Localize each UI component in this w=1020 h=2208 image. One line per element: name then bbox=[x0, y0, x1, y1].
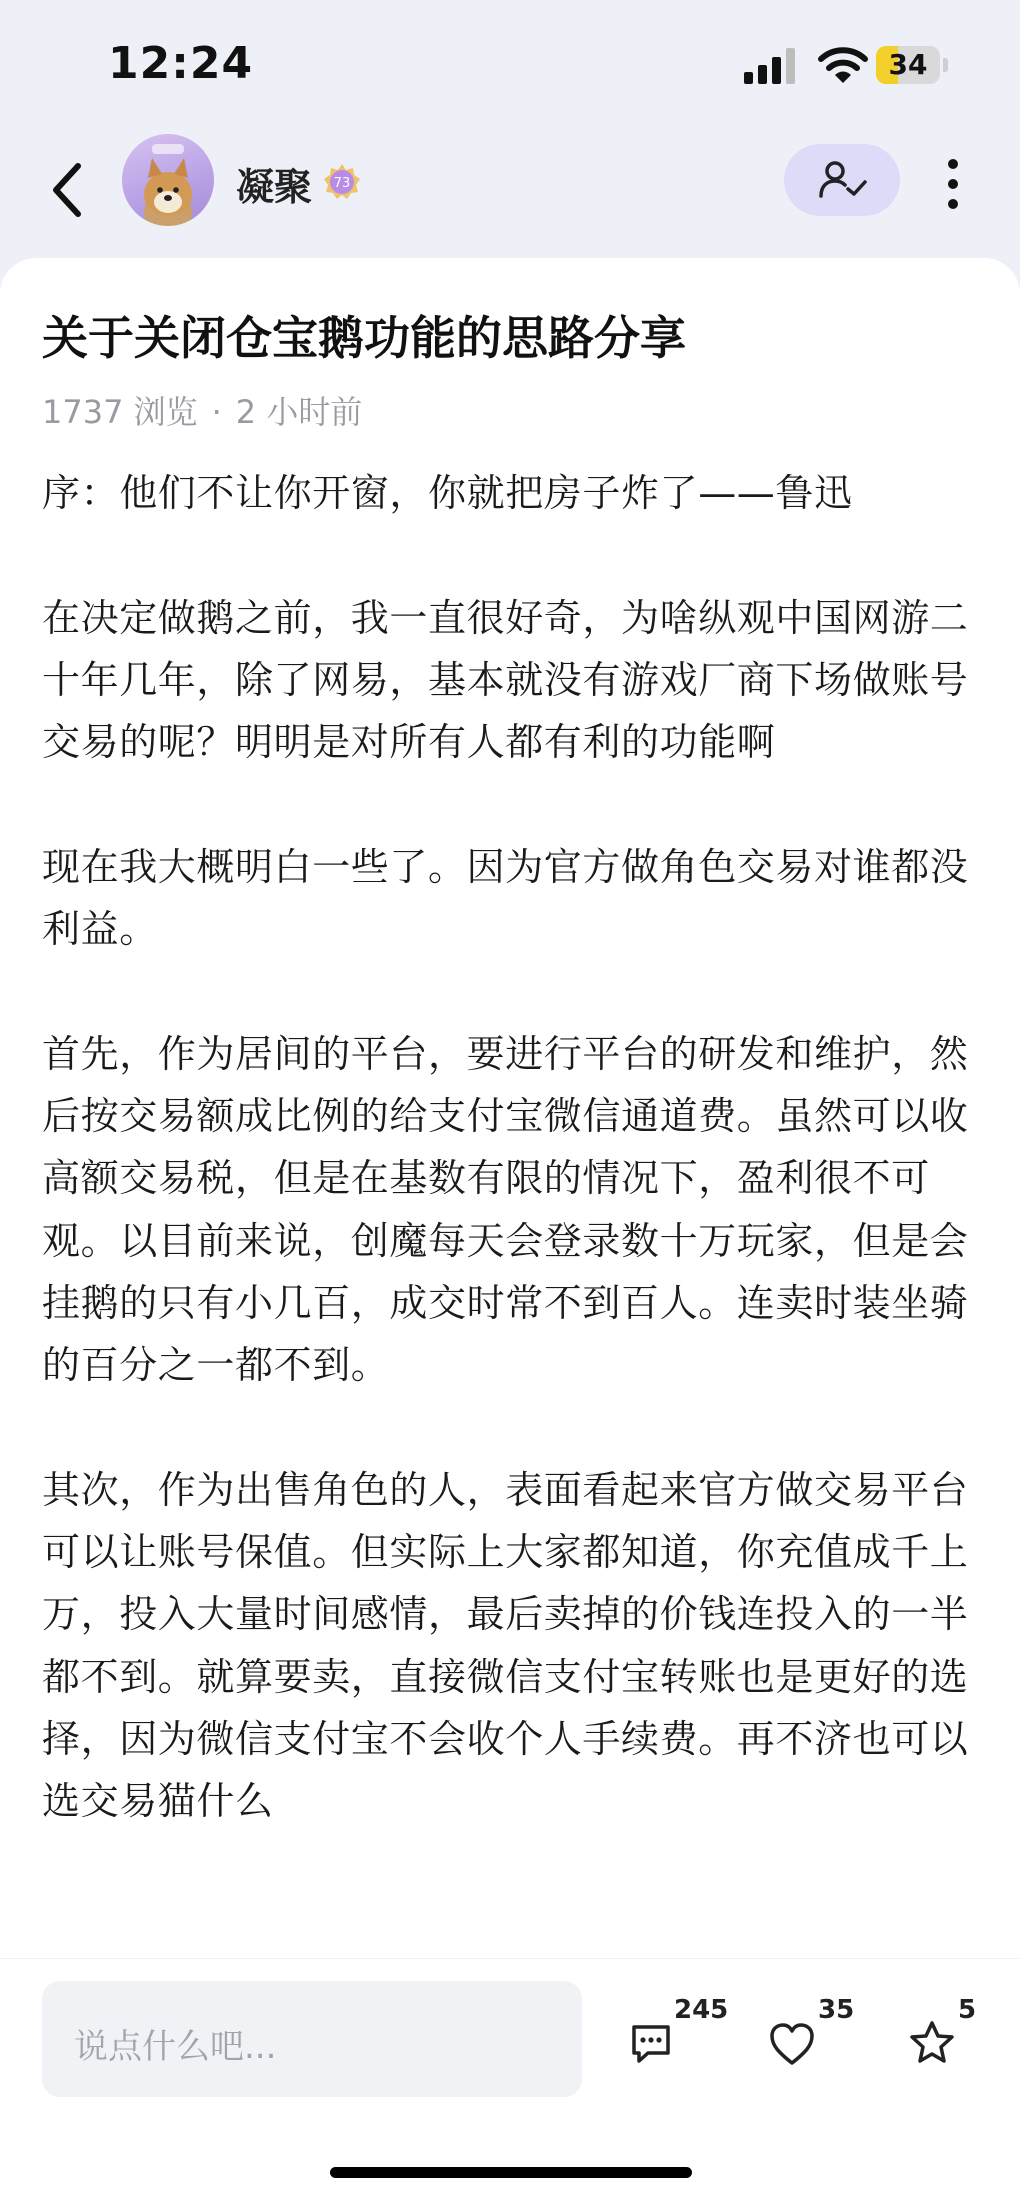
paragraph: 现在我大概明白一些了。因为官方做角色交易对谁都没利益。 bbox=[42, 844, 969, 952]
post-header bbox=[0, 130, 1020, 258]
comment-input[interactable] bbox=[42, 1981, 582, 2097]
avatar[interactable] bbox=[122, 134, 214, 226]
level-badge-text: 73 bbox=[333, 176, 351, 191]
meta-separator: · bbox=[211, 393, 222, 431]
paragraph: 在决定做鹅之前，我一直很好奇，为啥纵观中国网游二十年几年，除了网易，基本就没有游戏厂商下场做账号交易的呢？明明是对所有人都有利的功能啊 bbox=[42, 595, 969, 765]
battery-level: 34 bbox=[888, 48, 928, 81]
post-title: 关于关闭仓宝鹅功能的思路分享 bbox=[42, 311, 686, 365]
favorite-count: 5 bbox=[958, 1995, 977, 2025]
comment-icon bbox=[628, 2021, 674, 2067]
home-indicator bbox=[330, 2167, 692, 2178]
cellular-signal-icon bbox=[744, 48, 796, 84]
post-body bbox=[42, 462, 982, 1895]
paragraph: 其次，作为出售角色的人，表面看起来官方做交易平台可以让账号保值。但实际上大家都知道，你充值成千上万，投入大量时间感情，最后卖掉的价钱连投入的一半都不到。就算要卖，直接微信支付宝转账也是更好的选择，因为微信支付宝不会收个人手续费。再不济也可以选交易猫什么 bbox=[42, 1467, 969, 1824]
heart-icon bbox=[768, 2021, 816, 2067]
follow-button[interactable] bbox=[784, 144, 900, 216]
more-vertical-icon[interactable] bbox=[940, 156, 966, 212]
post-content bbox=[0, 258, 1020, 2207]
comment-placeholder: 说点什么吧... bbox=[74, 2027, 277, 2067]
user-check-icon bbox=[818, 160, 868, 200]
comment-count: 245 bbox=[674, 1995, 729, 2025]
paragraph: 序：他们不让你开窗，你就把房子炸了——鲁迅 bbox=[42, 471, 853, 515]
wifi-icon bbox=[818, 46, 868, 84]
username[interactable]: 凝聚 bbox=[236, 165, 313, 209]
favorite-button[interactable] bbox=[908, 1995, 988, 2071]
post-time: 2 小时前 bbox=[235, 393, 363, 431]
like-button[interactable] bbox=[768, 1995, 858, 2071]
star-icon bbox=[908, 2019, 956, 2065]
view-count: 1737 浏览 bbox=[42, 393, 198, 431]
post-meta bbox=[42, 390, 362, 434]
status-time: 12:24 bbox=[108, 38, 254, 89]
chevron-left-icon[interactable] bbox=[48, 158, 88, 222]
paragraph: 首先，作为居间的平台，要进行平台的研发和维护，然后按交易额成比例的给支付宝微信通道费。虽然可以收高额交易税，但是在基数有限的情况下，盈利很不可观。以目前来说，创魔每天会登录数十万玩家，但是会挂鹅的只有小几百，成交时常不到百人。连卖时装坐骑的百分之一都不到。 bbox=[42, 1031, 969, 1388]
status-bar bbox=[0, 0, 1020, 130]
level-badge bbox=[322, 162, 362, 202]
like-count: 35 bbox=[818, 1995, 855, 2025]
bottom-action-bar bbox=[0, 1958, 1020, 2208]
battery-indicator bbox=[876, 46, 950, 84]
comment-button[interactable] bbox=[628, 1995, 729, 2071]
